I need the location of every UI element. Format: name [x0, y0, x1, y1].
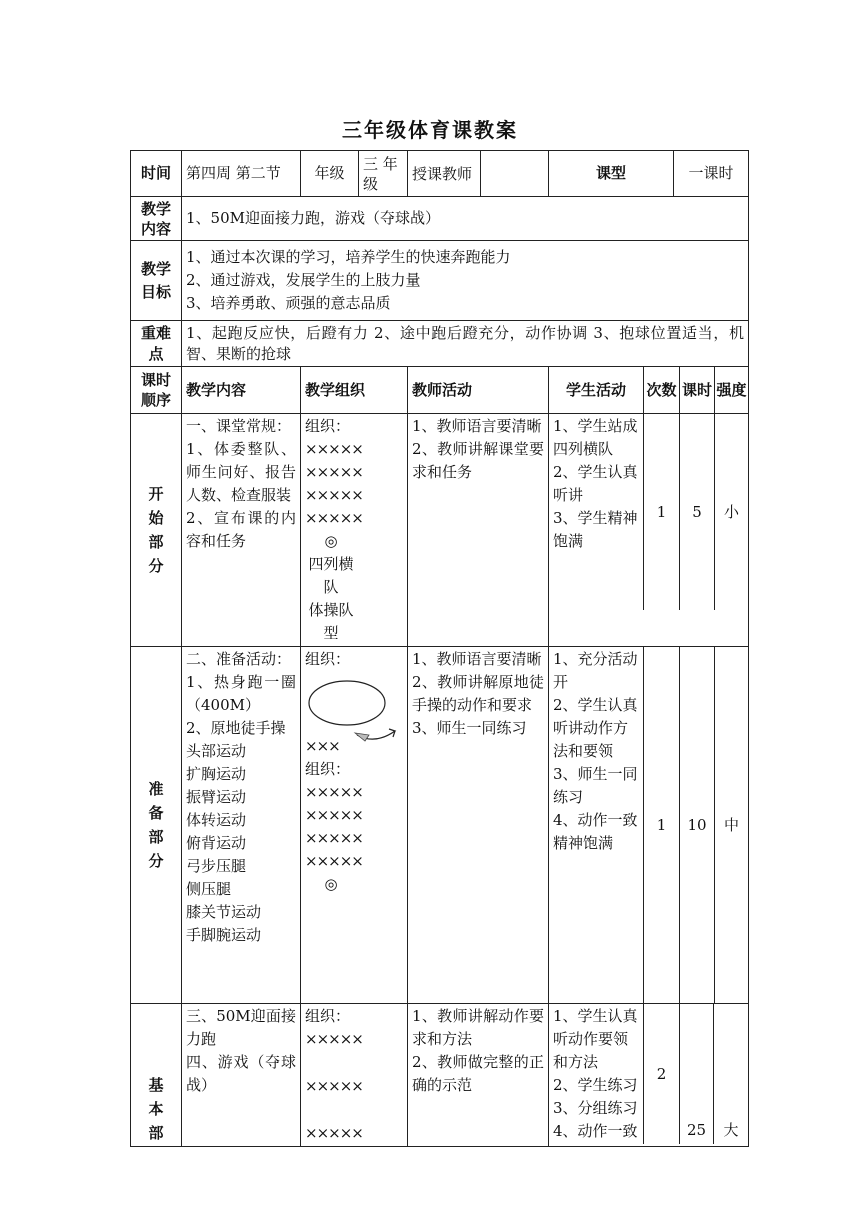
- teacher-label: 授课教师: [408, 151, 481, 197]
- section-start-organization: 组织： ××××× ××××× ××××× ××××× ◎ 四列横队 体操队型: [301, 414, 408, 647]
- type-label: 课型: [549, 151, 674, 197]
- section-prep-teacher: 1、教师语言要清晰 2、教师讲解原地徒手操的动作和要求 3、师生一同练习: [408, 647, 549, 1004]
- key-points-row: [131, 321, 749, 367]
- grade-label: 年级: [301, 151, 359, 197]
- col-order: 课时顺序: [131, 367, 182, 414]
- time-value: 第四周 第二节: [182, 151, 301, 197]
- section-prep-times: 1: [644, 647, 680, 1003]
- lesson-plan-table: [130, 150, 749, 1147]
- section-start-times: 1: [644, 414, 680, 610]
- section-start-intensity: 小: [723, 502, 739, 521]
- type-value: 一课时: [674, 151, 749, 197]
- section-prep-name: 准备部分: [131, 647, 182, 1004]
- goals-value: 1、通过本次课的学习，培养学生的快速奔跑能力 2、通过游戏，发展学生的上肢力量 3、培养勇敢、顽强的意志品质: [182, 241, 749, 321]
- section-main-minutes: 25: [680, 1004, 714, 1144]
- running-track-diagram: [305, 673, 405, 743]
- section-main-right: [549, 1004, 749, 1147]
- section-start-teacher: 1、教师语言要清晰 2、教师讲解课堂要求和任务: [408, 414, 549, 647]
- section-prep-intensity: 中: [723, 815, 739, 834]
- content-label: 教学内容: [131, 197, 182, 241]
- goals-row: [131, 241, 749, 321]
- section-start-name: 开始部分: [131, 414, 182, 647]
- goals-label: 教学目标: [131, 241, 182, 321]
- section-main-intensity: 大: [723, 1121, 739, 1139]
- section-prep-student: 1、充分活动开 2、学生认真听讲动作方法和要领 3、师生一同练习 4、动作一致精神饱满: [549, 647, 644, 1003]
- section-prep-minutes: 10: [680, 647, 715, 1003]
- section-start-student: 1、学生站成四列横队 2、学生认真听讲 3、学生精神饱满: [549, 414, 644, 610]
- section-prep-row: [131, 647, 749, 1004]
- column-header-row: [131, 367, 749, 414]
- section-start-row: [131, 414, 749, 647]
- section-main-student: 1、学生认真听动作要领和方法 2、学生练习 3、分组练习 4、动作一致: [549, 1004, 644, 1144]
- section-main-organization: 组织： ××××× ××××× ×××××: [301, 1004, 408, 1147]
- col-student-activity: 学生活动: [549, 367, 644, 413]
- col-right-group: [549, 367, 749, 414]
- section-main-row: [131, 1004, 749, 1147]
- section-prep-right: [549, 647, 749, 1004]
- section-start-right: [549, 414, 749, 647]
- col-organization: 教学组织: [301, 367, 408, 414]
- section-main-teacher: 1、教师讲解动作要求和方法 2、教师做完整的正确的示范: [408, 1004, 549, 1147]
- key-points-value: 1、起跑反应快，后蹬有力 2、途中跑后蹬充分，动作协调 3、抱球位置适当，机智、果断的抢球: [182, 321, 749, 367]
- header-row: [131, 151, 749, 197]
- section-start-minutes: 5: [680, 414, 715, 610]
- key-points-label: 重难点: [131, 321, 182, 367]
- col-content: 教学内容: [182, 367, 301, 414]
- section-start-content: 一、课堂常规： 1、体委整队、师生问好、报告人数、检查服装 2、宣布课的内容和任务: [182, 414, 301, 647]
- section-main-name: 基本部: [131, 1004, 182, 1147]
- section-main-content: 三、50M迎面接力跑 四、游戏（夺球战）: [182, 1004, 301, 1147]
- col-teacher-activity: 教师活动: [408, 367, 549, 414]
- grade-value: 三 年级: [359, 151, 408, 197]
- content-row: [131, 197, 749, 241]
- section-main-times: 2: [644, 1004, 680, 1144]
- col-intensity: 强度: [716, 381, 747, 399]
- section-prep-content: 二、准备活动： 1、热身跑一圈（400M） 2、原地徒手操 头部运动 扩胸运动 振臂运动 体转运动 俯背运动 弓步压腿 侧压腿 膝关节运动 手脚腕运动: [182, 647, 301, 1004]
- section-prep-organization: 组织： ××× 组织： ××××× ××××× ××××× ××××× ◎: [301, 647, 408, 1004]
- teacher-value: [481, 151, 549, 197]
- time-label: 时间: [131, 151, 182, 197]
- col-times: 次数: [644, 367, 680, 413]
- content-value: 1、50M迎面接力跑，游戏（夺球战）: [182, 197, 749, 241]
- col-minutes: 课时: [680, 367, 715, 413]
- page-title: 三年级体育课教案: [342, 118, 518, 142]
